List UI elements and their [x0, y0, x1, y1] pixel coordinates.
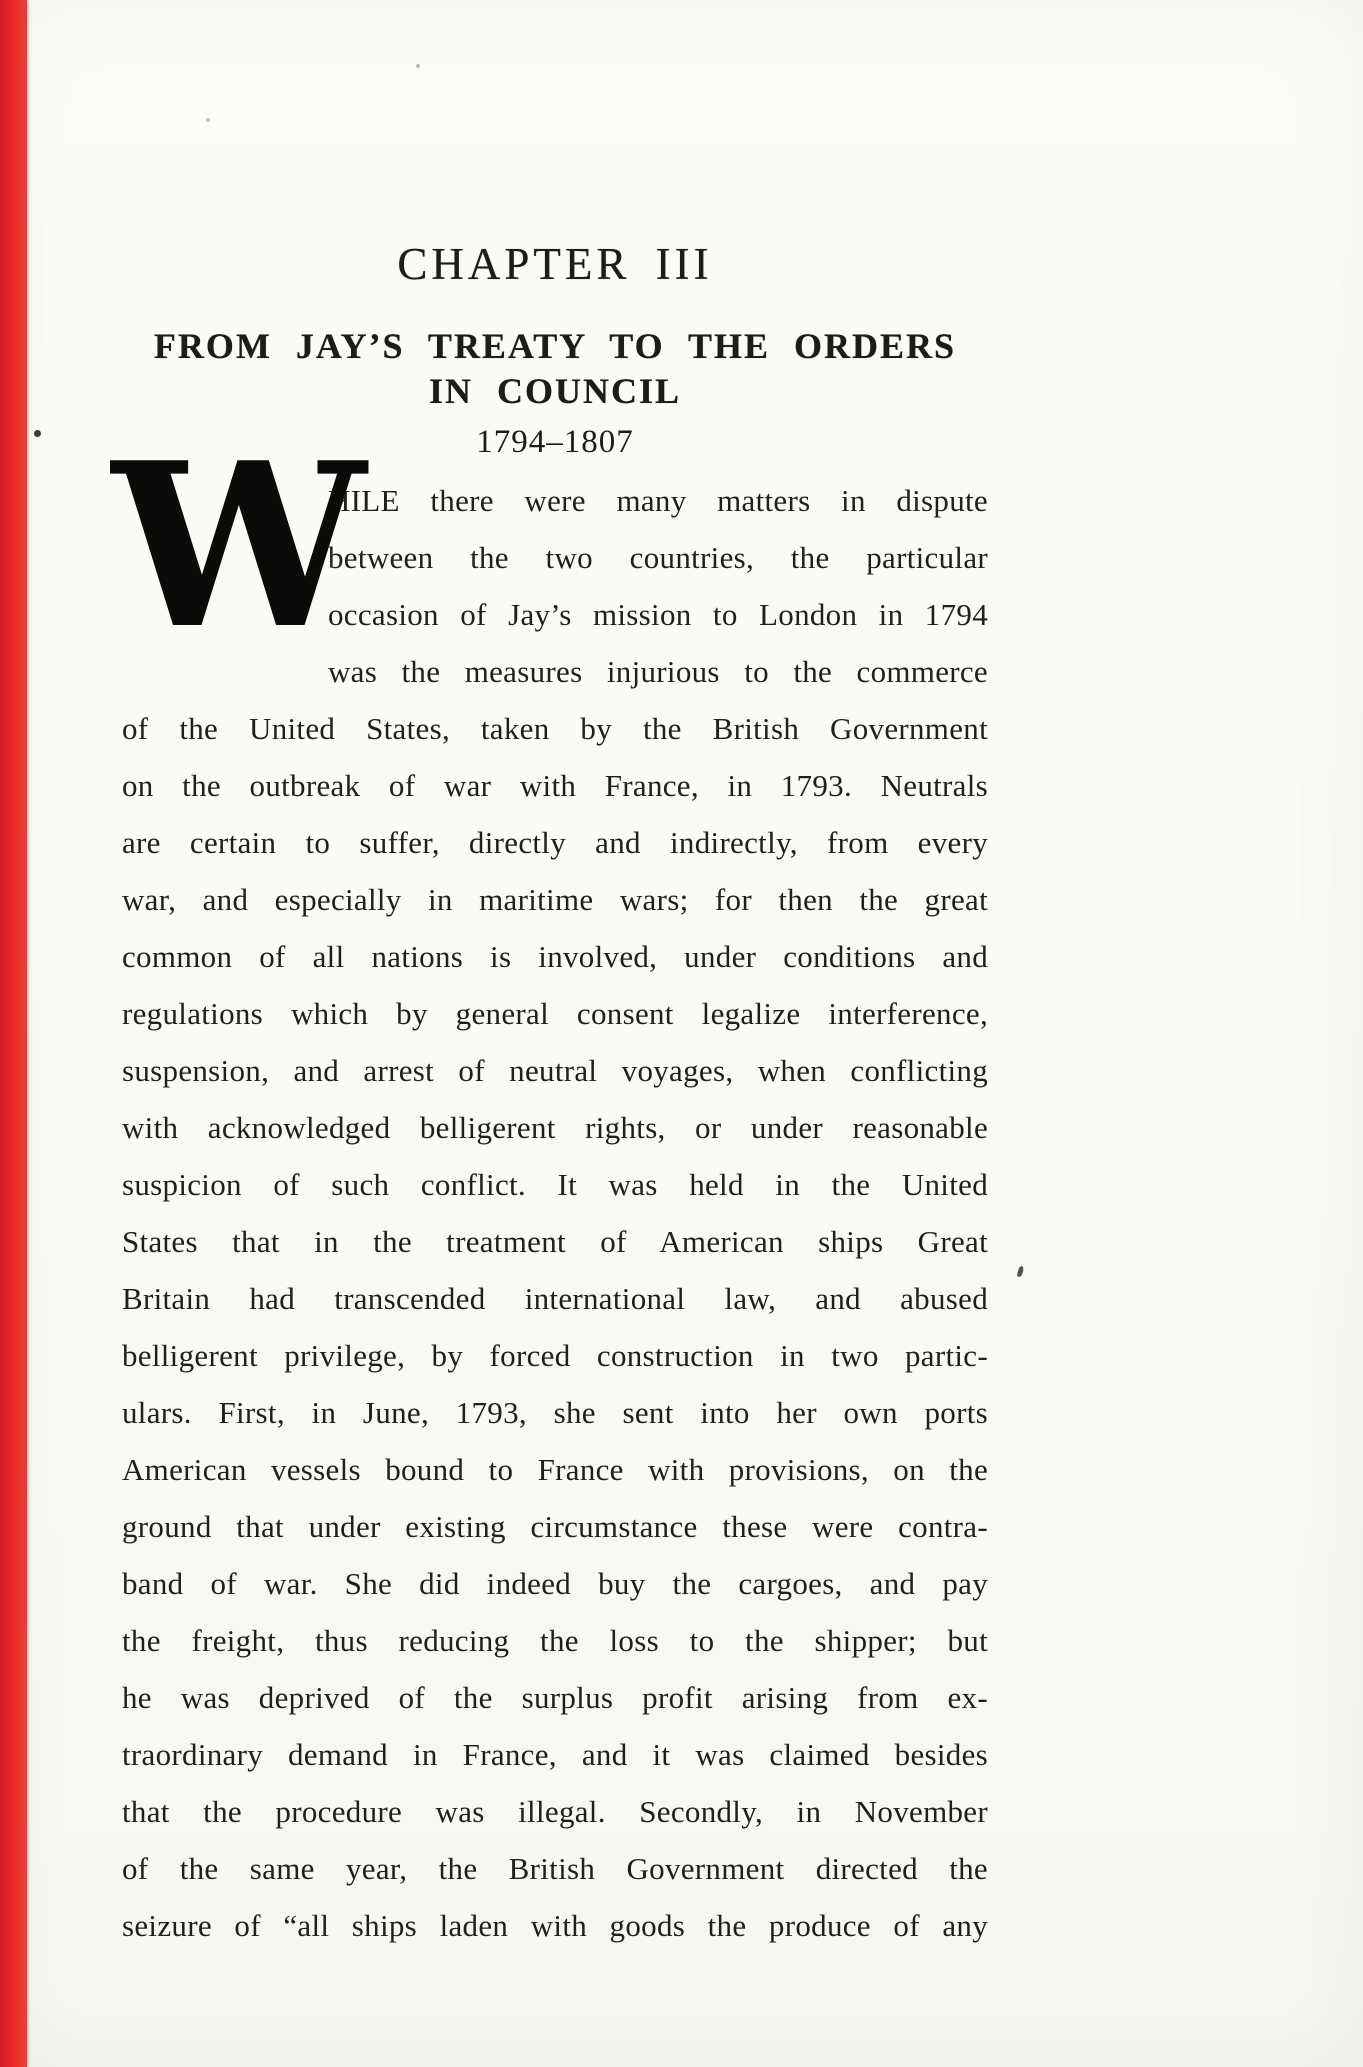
text-line: suspension, and arrest of neutral voyages, when conflicting: [122, 1053, 988, 1088]
text-line: States that in the treatment of American ships Great: [122, 1224, 988, 1259]
text-line: ground that under existing circumstance these were contra-: [122, 1509, 988, 1544]
text-line: are certain to suffer, directly and indirectly, from every: [122, 825, 988, 860]
text-line: HILE there were many matters in dispute: [328, 483, 988, 518]
text-line: on the outbreak of war with France, in 1793. Neutrals: [122, 768, 988, 803]
scan-speck: [1017, 1266, 1025, 1278]
text-line: between the two countries, the particular: [328, 540, 988, 575]
text-line: Britain had transcended international law, and abused: [122, 1281, 988, 1316]
text-line: common of all nations is involved, under conditions and: [122, 939, 988, 974]
text-line: was the measures injurious to the commerce: [328, 654, 988, 689]
text-line: belligerent privilege, by forced construction in two partic-: [122, 1338, 988, 1373]
drop-cap-box: [112, 414, 367, 700]
text-line: traordinary demand in France, and it was claimed besides: [122, 1737, 988, 1772]
scan-speck: [416, 64, 420, 68]
drop-cap-letter: W: [112, 414, 367, 679]
chapter-title-line1: FROM JAY’S TREATY TO THE ORDERS: [153, 326, 957, 366]
page-content: [112, 238, 988, 1954]
text-line: regulations which by general consent legalize interference,: [122, 996, 988, 1031]
text-line: of the United States, taken by the British Government: [122, 711, 988, 746]
scan-edge-artifact: [0, 0, 27, 2067]
chapter-heading: CHAPTER III: [397, 239, 713, 289]
text-line: that the procedure was illegal. Secondly, in November: [122, 1794, 988, 1829]
scan-speck: [206, 118, 210, 122]
text-line: suspicion of such conflict. It was held in the United: [122, 1167, 988, 1202]
chapter-title-line2: IN COUNCIL: [428, 371, 682, 411]
text-line: ulars. First, in June, 1793, she sent into her own ports: [122, 1395, 988, 1430]
date-range: 1794–1807: [476, 424, 634, 460]
text-line: the freight, thus reducing the loss to the shipper; but: [122, 1623, 988, 1658]
text-line: band of war. She did indeed buy the cargoes, and pay: [122, 1566, 988, 1601]
scan-speck: [34, 430, 41, 437]
text-line: seizure of “all ships laden with goods the produce of any: [122, 1908, 988, 1943]
text-line: he was deprived of the surplus profit arising from ex-: [122, 1680, 988, 1715]
text-line: war, and especially in maritime wars; for then the great: [122, 882, 988, 917]
text-line: occasion of Jay’s mission to London in 1794: [328, 597, 988, 632]
text-line: American vessels bound to France with provisions, on the: [122, 1452, 988, 1487]
text-line: of the same year, the British Government directed the: [122, 1851, 988, 1886]
text-line: with acknowledged belligerent rights, or under reasonable: [122, 1110, 988, 1145]
